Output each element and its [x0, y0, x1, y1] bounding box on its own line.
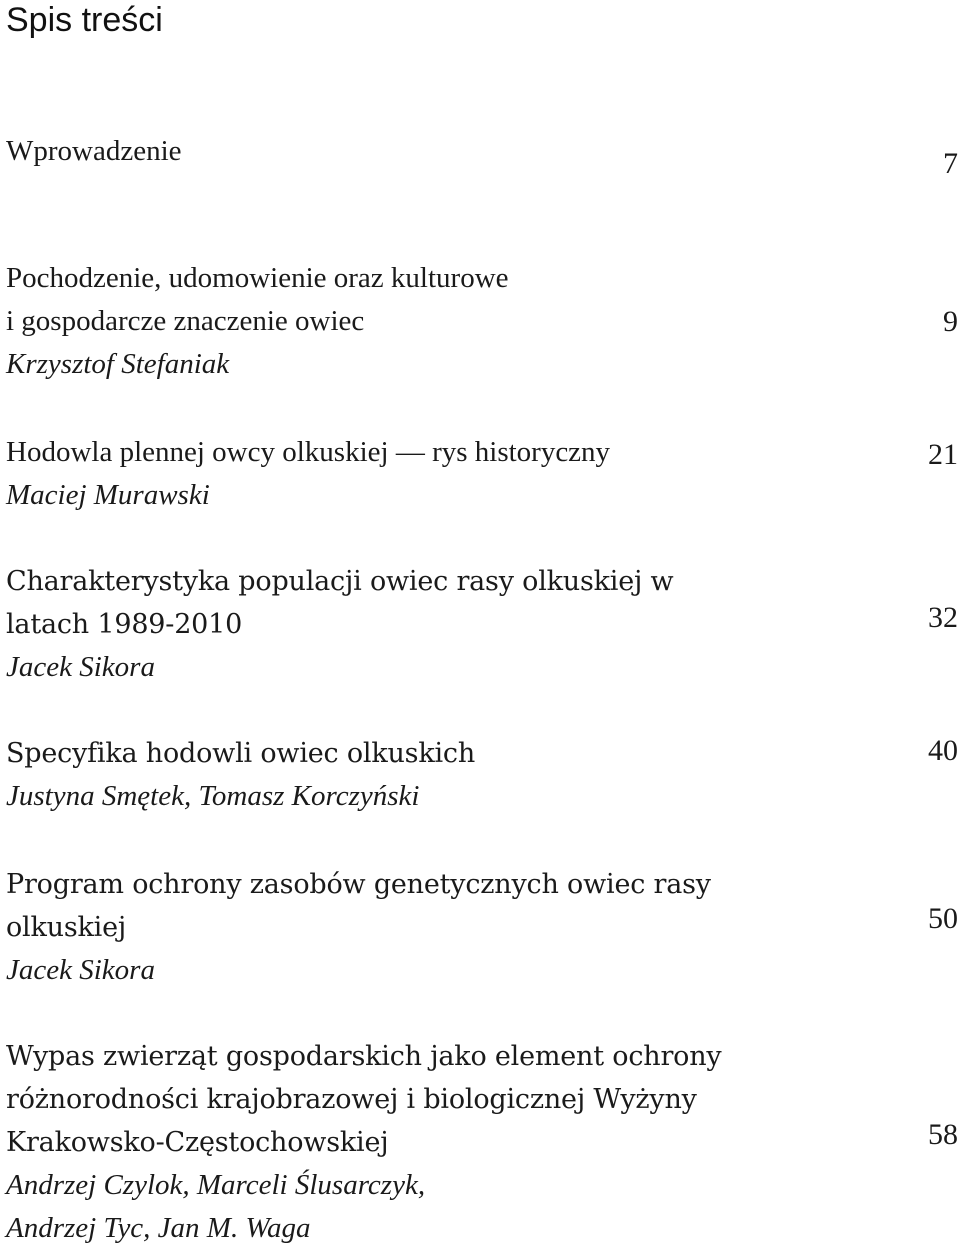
toc-entry-title-line: Pochodzenie, udomowienie oraz kulturowe: [6, 262, 509, 294]
toc-entry-author: Jacek Sikora: [6, 651, 155, 683]
toc-page-number: 58: [928, 1118, 958, 1151]
toc-entry-title-line: Hodowla plennej owcy olkuskiej — rys historyczny: [6, 436, 611, 468]
toc-entry-grazing[interactable]: [6, 1035, 960, 1250]
toc-entry-introduction[interactable]: [6, 130, 960, 173]
toc-entry-author: Andrzej Czylok, Marceli Ślusarczyk,: [6, 1169, 426, 1201]
toc-entry-title: Wprowadzenie: [6, 135, 182, 167]
toc-entry-breeding-specifics[interactable]: [6, 732, 960, 818]
toc-entry-title-line: latach 1989-2010: [6, 609, 243, 640]
toc-entry-author: Krzysztof Stefaniak: [6, 348, 230, 380]
toc-entry-author: Jacek Sikora: [6, 954, 155, 986]
toc-entry-title-line: Program ochrony zasobów genetycznych owiec rasy: [6, 869, 711, 900]
toc-page-number: 32: [928, 601, 958, 634]
toc-page-number: 7: [943, 147, 958, 180]
toc-entry-title-line: Specyfika hodowli owiec olkuskich: [6, 738, 476, 769]
toc-entry-author: Maciej Murawski: [6, 479, 210, 511]
toc-page-number: 21: [928, 438, 958, 471]
toc-entry-title-line: Krakowsko-Częstochowskiej: [6, 1127, 389, 1158]
toc-page-number: 40: [928, 734, 958, 767]
toc-entry-title-line: i gospodarcze znaczenie owiec: [6, 305, 365, 337]
toc-entry-origin-of-sheep[interactable]: [6, 257, 960, 386]
toc-entry-author: Andrzej Tyc, Jan M. Waga: [6, 1212, 311, 1244]
toc-entry-breeding-history[interactable]: [6, 431, 960, 517]
toc-entry-conservation-program[interactable]: [6, 863, 960, 992]
toc-entry-title-line: różnorodności krajobrazowej i biologicznej Wyżyny: [6, 1084, 697, 1115]
toc-page-number: 50: [928, 902, 958, 935]
toc-entry-title-line: Charakterystyka populacji owiec rasy olkuskiej w: [6, 566, 674, 597]
toc-page-number: 9: [943, 305, 958, 338]
page-title: Spis treści: [6, 1, 163, 39]
toc-entry-author: Justyna Smętek, Tomasz Korczyński: [6, 780, 420, 812]
toc-entry-title-line: Wypas zwierząt gospodarskich jako element ochrony: [6, 1041, 722, 1072]
toc-entry-title-line: olkuskiej: [6, 912, 127, 943]
toc-entry-population-characteristics[interactable]: [6, 560, 960, 689]
